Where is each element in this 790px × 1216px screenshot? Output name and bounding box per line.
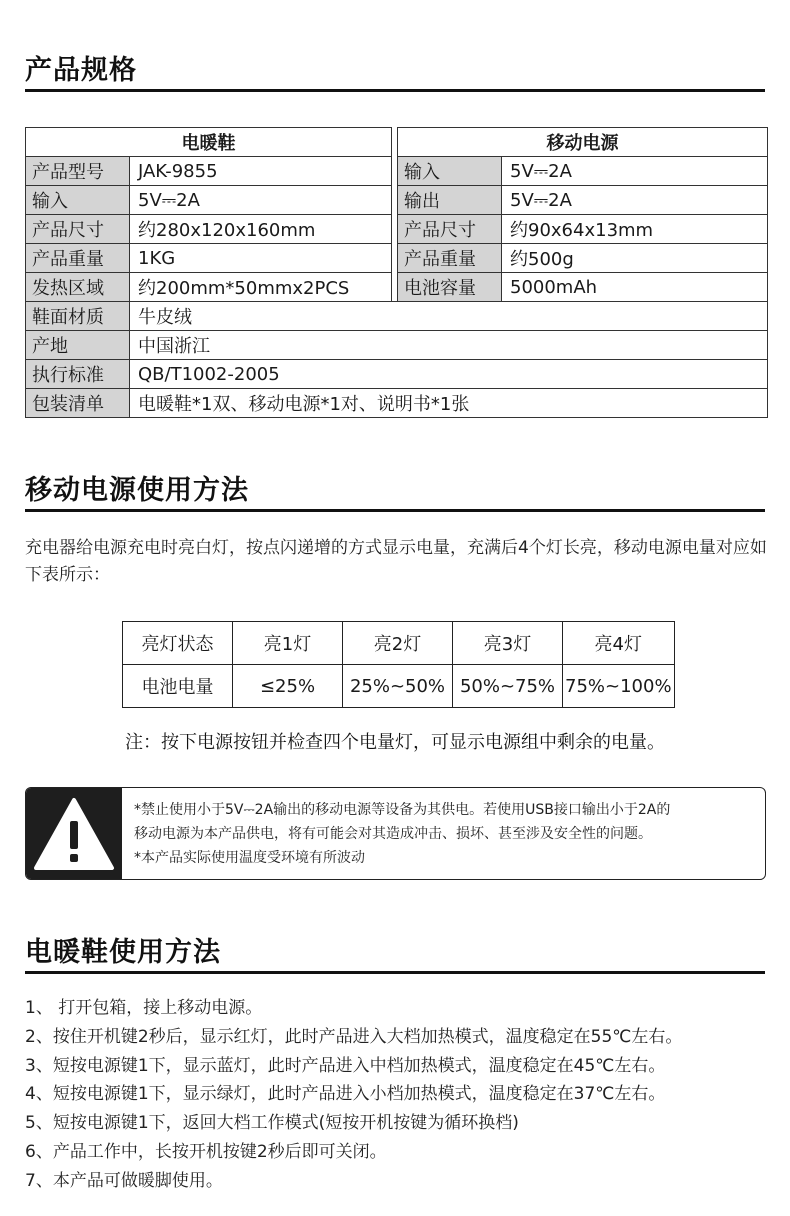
spec-row <box>26 302 768 331</box>
list-item: 5、短按电源键1下，返回大档工作模式(短按开机按键为循环换档) <box>25 1113 519 1134</box>
spec-row <box>26 186 768 215</box>
spec-label: 产品型号 <box>26 157 130 186</box>
spec-value: 1KG <box>130 244 392 273</box>
list-item: 1、 打开包箱，接上移动电源。 <box>25 998 263 1018</box>
warning-box <box>25 787 766 880</box>
table-cell: 亮1灯 <box>233 622 343 665</box>
spec-table <box>25 127 768 418</box>
usage-steps <box>25 994 682 1196</box>
warning-line: *本产品实际使用温度受环境有所波动 <box>134 850 365 866</box>
spec-label: 产地 <box>26 331 130 360</box>
spec-label: 产品尺寸 <box>398 215 502 244</box>
note-text: 注：按下电源按钮并检查四个电量灯，可显示电源组中剩余的电量。 <box>125 732 665 753</box>
section-divider <box>25 89 765 92</box>
table-cell: 25%~50% <box>343 665 453 708</box>
list-item: 6、产品工作中，长按开机按键2秒后即可关闭。 <box>25 1141 387 1162</box>
list-item: 7、本产品可做暖脚使用。 <box>25 1170 223 1191</box>
table-cell: 亮4灯 <box>563 622 675 665</box>
powerbank-paragraph: 充电器给电源充电时亮白灯，按点闪递增的方式显示电量，充满后4个灯长亮，移动电源电量对应如下表所示： <box>25 538 767 585</box>
list-item: 2、按住开机键2秒后，显示红灯，此时产品进入大档加热模式，温度稳定在55℃左右。 <box>25 1026 683 1047</box>
spec-row <box>26 331 768 360</box>
spec-value: 电暖鞋*1双、移动电源*1对、说明书*1张 <box>130 389 768 418</box>
table-row <box>123 665 675 708</box>
spec-label: 鞋面材质 <box>26 302 130 331</box>
spec-value: 5V⎓2A <box>502 186 768 215</box>
spec-row <box>26 273 768 302</box>
spec-row <box>26 360 768 389</box>
warning-line: *禁止使用小于5V⎓2A输出的移动电源等设备为其供电。若使用USB接口输出小于2A的 <box>134 802 671 818</box>
table-cell: 亮2灯 <box>343 622 453 665</box>
spec-value: 5V⎓2A <box>130 186 392 215</box>
warning-line: 移动电源为本产品供电，将有可能会对其造成冲击、损坏、甚至涉及安全性的问题。 <box>134 826 652 842</box>
table-cell: 电池电量 <box>123 665 233 708</box>
spec-label: 产品重量 <box>26 244 130 273</box>
spec-value: 约200mm*50mmx2PCS <box>130 273 392 302</box>
spec-value: 约90x64x13mm <box>502 215 768 244</box>
spec-value: 中国浙江 <box>130 331 768 360</box>
spec-value: 牛皮绒 <box>130 302 768 331</box>
warning-icon <box>26 788 122 879</box>
spec-label: 产品尺寸 <box>26 215 130 244</box>
spec-value: QB/T1002-2005 <box>130 360 768 389</box>
spec-row <box>26 157 768 186</box>
section-divider <box>25 971 765 974</box>
spec-label: 执行标准 <box>26 360 130 389</box>
table-cell: 亮3灯 <box>453 622 563 665</box>
section-divider <box>25 509 765 512</box>
spec-value: 约280x120x160mm <box>130 215 392 244</box>
shoe-section-title: 电暖鞋使用方法 <box>25 937 221 968</box>
powerbank-section-title: 移动电源使用方法 <box>25 475 249 506</box>
spec-row <box>26 244 768 273</box>
spec-value: JAK-9855 <box>130 157 392 186</box>
spec-label: 发热区域 <box>26 273 130 302</box>
list-item: 4、短按电源键1下，显示绿灯，此时产品进入小档加热模式，温度稳定在37℃左右。 <box>25 1084 666 1105</box>
spec-label: 电池容量 <box>398 273 502 302</box>
table-cell: 75%~100% <box>563 665 675 708</box>
spec-value: 约500g <box>502 244 768 273</box>
shoe-header: 电暖鞋 <box>26 128 392 157</box>
table-row <box>123 622 675 665</box>
spec-row <box>26 389 768 418</box>
list-item: 3、短按电源键1下，显示蓝灯，此时产品进入中档加热模式，温度稳定在45℃左右。 <box>25 1055 666 1076</box>
spec-label: 输入 <box>398 157 502 186</box>
spec-label: 输出 <box>398 186 502 215</box>
table-cell: ≤25% <box>233 665 343 708</box>
spec-value: 5000mAh <box>502 273 768 302</box>
lamp-table <box>122 621 675 708</box>
table-cell: 50%~75% <box>453 665 563 708</box>
spec-label: 包装清单 <box>26 389 130 418</box>
spec-label: 输入 <box>26 186 130 215</box>
spec-section-title: 产品规格 <box>25 55 137 86</box>
spec-value: 5V⎓2A <box>502 157 768 186</box>
powerbank-header: 移动电源 <box>398 128 768 157</box>
warning-text <box>134 798 762 870</box>
spec-row <box>26 215 768 244</box>
spec-label: 产品重量 <box>398 244 502 273</box>
table-cell: 亮灯状态 <box>123 622 233 665</box>
